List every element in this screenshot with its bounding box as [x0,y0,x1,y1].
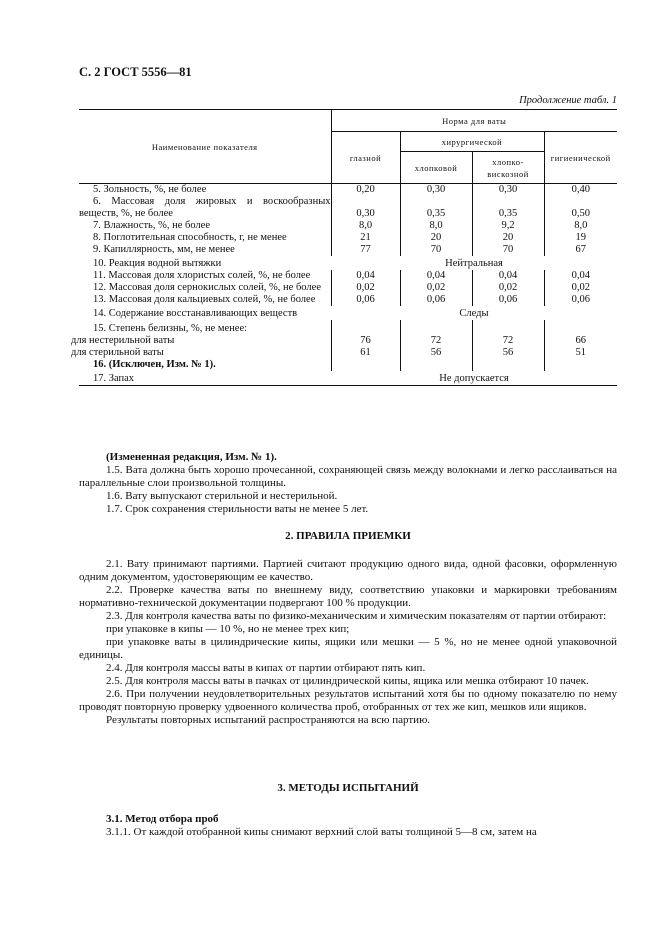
norm-value: 0,04 [544,270,617,282]
indicators-table [71,109,617,386]
norm-value: 66 [544,335,617,347]
table-row [79,256,617,270]
norm-value [472,320,544,335]
norm-value: 0,02 [544,282,617,294]
norm-value: 0,04 [400,270,472,282]
norm-value-span: Нейтральная [445,258,503,269]
norm-value: 72 [472,335,544,347]
norm-value: 72 [400,335,472,347]
indicator-label: 16. (Исключен, Изм. № 1). [93,359,216,370]
header-norm: Норма для ваты [331,110,617,132]
table-row [79,220,617,232]
clause-2-6: 2.6. При получении неудовлетворительных результатов испытаний хотя бы по одному показателю по нему проводят повторную проверку удвоенного количества проб, отобранных от тех же кип, мешков или ящиков. [79,688,617,713]
norm-value: 8,0 [544,220,617,232]
header-viscose: хлопко-вискозной [472,152,544,184]
norm-value: 0,30 [400,184,472,197]
norm-value-span: Следы [459,308,489,319]
norm-value [331,320,400,335]
norm-value: 0,02 [400,282,472,294]
table-continuation-label: Продолжение табл. 1 [519,95,617,106]
header-glaznoy: глазной [331,132,400,184]
norm-value: 20 [472,232,544,244]
indicator-label: 13. Массовая доля кальциевых солей, %, не более [93,294,316,305]
norm-value: 9,2 [472,220,544,232]
clause-2-2: 2.2. Проверке качества ваты по внешнему виду, соответствию упаковки и маркировки требованиям нормативно-технической документации подвергают 100 % продукции. [79,584,617,609]
section-2-body [79,558,617,727]
table-row [79,359,617,371]
table-row [79,270,617,282]
clause-2-3: 2.3. Для контроля качества ваты по физико-механическим и химическим показателям от партии отбирают: [106,610,607,622]
table-row [79,244,617,256]
norm-value [544,320,617,335]
norm-value: 56 [400,347,472,359]
norm-value: 0,06 [400,294,472,306]
table-body [71,184,617,386]
indicator-label: для нестерильной ваты [71,335,175,346]
norm-value: 21 [331,232,400,244]
indicator-label: 17. Запах [79,371,331,386]
norm-value: 20 [400,232,472,244]
norm-value: 67 [544,244,617,256]
clause-1-7: 1.7. Срок сохранения стерильности ваты не менее 5 лет. [106,503,369,515]
clause-3-1-1: 3.1.1. От каждой отобранной кипы снимают верхний слой ваты толщиной 5—8 см, затем на [106,826,537,838]
table-row [79,371,617,386]
clause-2-4: 2.4. Для контроля массы ваты в кипах от партии отбирают пять кип. [106,662,426,674]
clause-1-5: 1.5. Вата должна быть хорошо прочесанной, сохраняющей связь между волокнами и легко расслаиваться на параллельные слои произвольной толщины. [79,464,617,489]
table-row [79,335,617,347]
norm-value: 56 [472,347,544,359]
norm-value: 0,50 [544,196,617,220]
table-row [79,320,617,335]
indicator-label: 12. Массовая доля сернокислых солей, %, не более [93,282,321,293]
indicator-label: 15. Степень белизны, %, не менее: [93,323,248,334]
norm-value: 0,35 [472,196,544,220]
table-row [79,184,617,197]
clause-2-6-result: Результаты повторных испытаний распространяются на всю партию. [106,714,431,726]
indicator-label: 7. Влажность, %, не более [93,220,210,231]
section-3-body [79,813,617,839]
norm-value-span: Не допускается [331,371,617,386]
table-row [79,306,617,320]
indicator-label: 8. Поглотительная способность, г, не менее [93,232,287,243]
norm-value: 0,40 [544,184,617,197]
norm-value: 0,30 [472,184,544,197]
after-table-text [79,451,617,516]
indicator-label: 9. Капиллярность, мм, не менее [93,244,235,255]
table-row [79,282,617,294]
norm-value: 76 [331,335,400,347]
section-2-title: 2. ПРАВИЛА ПРИЕМКИ [285,530,411,542]
norm-value: 0,20 [331,184,400,197]
section-3-title: 3. МЕТОДЫ ИСПЫТАНИЙ [277,782,419,794]
norm-value: 61 [331,347,400,359]
table-row [79,196,617,220]
header-surgical: хирургической [400,132,544,152]
norm-value: 51 [544,347,617,359]
header-cotton: хлопковой [400,152,472,184]
norm-value: 70 [400,244,472,256]
norm-value: 0,02 [472,282,544,294]
norm-value [544,359,617,371]
norm-value [331,359,400,371]
clause-3-1-title: 3.1. Метод отбора проб [106,813,219,825]
norm-value: 0,02 [331,282,400,294]
table-row [79,294,617,306]
norm-value: 77 [331,244,400,256]
clause-2-5: 2.5. Для контроля массы ваты в пачках от цилиндрической кипы, ящика или мешка отбирают 10 пачек. [106,675,589,687]
clause-1-6: 1.6. Вату выпускают стерильной и нестерильной. [106,490,338,502]
clause-2-3-a: при упаковке в кипы — 10 %, но не менее трех кип; [106,623,350,635]
indicator-label: 14. Содержание восстанавливающих веществ [93,308,298,319]
indicator-label: 10. Реакция водной вытяжки [93,258,222,269]
norm-value: 0,04 [331,270,400,282]
clause-2-1: 2.1. Вату принимают партиями. Партией считают продукцию одного вида, одной фасовки, оформленную одним документом, удостоверяющим ее качество. [79,558,617,583]
norm-value: 0,06 [472,294,544,306]
norm-value [472,359,544,371]
indicator-label: 11. Массовая доля хлористых солей, %, не более [93,270,311,281]
page-header: С. 2 ГОСТ 5556—81 [79,65,192,79]
norm-value: 0,04 [472,270,544,282]
norm-value: 70 [472,244,544,256]
norm-value [400,359,472,371]
amendment-note: (Измененная редакция, Изм. № 1). [106,451,277,463]
norm-value [400,320,472,335]
header-indicator-name: Наименование показателя [79,110,331,184]
norm-value: 0,35 [400,196,472,220]
indicator-label: для стерильной ваты [71,347,164,358]
table-row [79,347,617,359]
indicator-label: 6. Массовая доля жировых и воскообразных веществ, %, не более [79,196,331,219]
norm-value: 0,06 [331,294,400,306]
norm-value: 19 [544,232,617,244]
indicator-label: 5. Зольность, %, не более [93,184,207,195]
norm-value: 8,0 [331,220,400,232]
header-hygienic: гигиенической [544,132,617,184]
norm-value: 8,0 [400,220,472,232]
norm-value: 0,06 [544,294,617,306]
table-row [79,232,617,244]
norm-value: 0,30 [331,196,400,220]
clause-2-3-b: при упаковке ваты в цилиндрические кипы, ящики или мешки — 5 %, но не менее одной упаковочной единицы. [79,636,617,661]
